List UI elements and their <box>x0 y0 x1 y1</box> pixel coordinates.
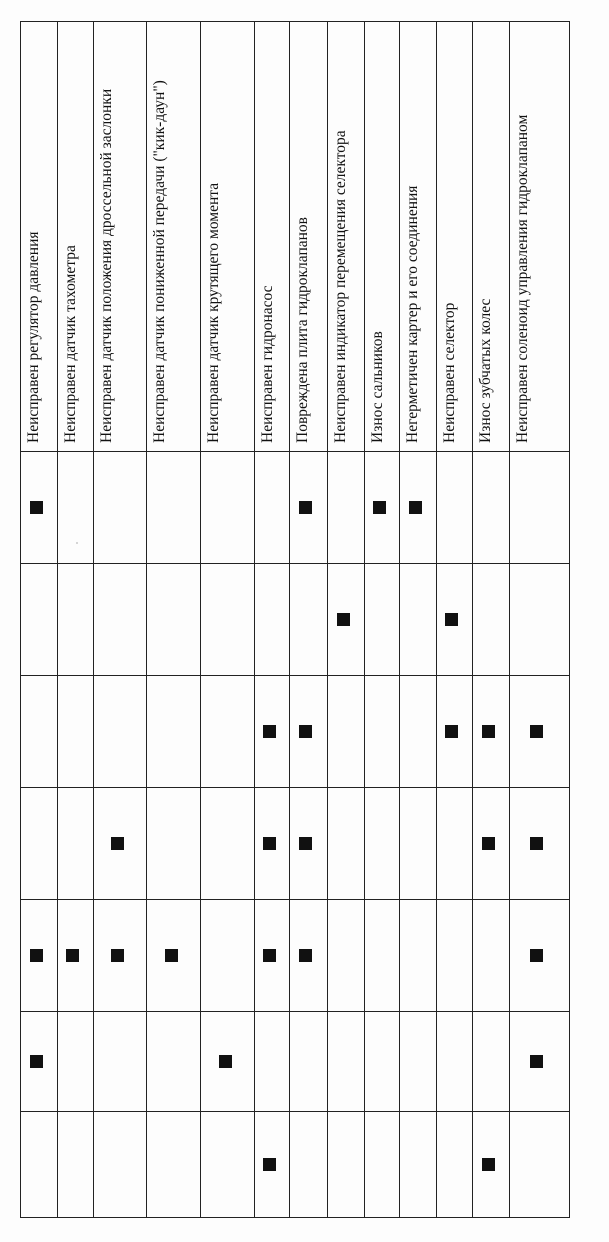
fault-label: Неисправен индикатор перемещения селектора <box>327 22 364 452</box>
fault-matrix-body <box>21 22 570 1218</box>
mark-cell <box>364 564 399 676</box>
table-row <box>255 22 290 1218</box>
fault-label: Повреждена плита гидроклапанов <box>290 22 327 452</box>
filled-square-marker <box>482 725 495 738</box>
table-row <box>147 22 201 1218</box>
filled-square-marker <box>299 725 312 738</box>
mark-cell <box>93 564 147 676</box>
mark-cell <box>437 1012 472 1112</box>
mark-cell <box>290 452 327 564</box>
mark-cell <box>255 452 290 564</box>
filled-square-marker <box>111 837 124 850</box>
mark-cell <box>327 1012 364 1112</box>
mark-cell <box>327 788 364 900</box>
filled-square-marker <box>30 501 43 514</box>
mark-cell <box>255 1112 290 1218</box>
mark-cell <box>147 900 201 1012</box>
table-row <box>437 22 472 1218</box>
fault-label: Неисправен соленоид управления гидроклапаном <box>509 22 569 452</box>
mark-cell <box>509 1012 569 1112</box>
scan-speck <box>76 542 78 544</box>
mark-cell <box>364 900 399 1012</box>
mark-cell <box>364 1112 399 1218</box>
fault-label: Неисправен регулятор давления <box>21 22 58 452</box>
mark-cell <box>509 1112 569 1218</box>
mark-cell <box>58 452 93 564</box>
filled-square-marker <box>337 613 350 626</box>
mark-cell <box>509 452 569 564</box>
filled-square-marker <box>530 1055 543 1068</box>
fault-label: Износ сальников <box>364 22 399 452</box>
mark-cell <box>437 564 472 676</box>
mark-cell <box>437 900 472 1012</box>
table-row <box>21 22 58 1218</box>
filled-square-marker <box>482 837 495 850</box>
mark-cell <box>147 676 201 788</box>
mark-cell <box>290 1112 327 1218</box>
filled-square-marker <box>482 1158 495 1171</box>
mark-cell <box>364 452 399 564</box>
mark-cell <box>58 676 93 788</box>
mark-cell <box>147 452 201 564</box>
mark-cell <box>255 564 290 676</box>
mark-cell <box>93 676 147 788</box>
filled-square-marker <box>30 1055 43 1068</box>
table-row <box>364 22 399 1218</box>
filled-square-marker <box>530 725 543 738</box>
mark-cell <box>147 1112 201 1218</box>
mark-cell <box>58 564 93 676</box>
mark-cell <box>201 900 255 1012</box>
table-row <box>290 22 327 1218</box>
mark-cell <box>201 676 255 788</box>
mark-cell <box>93 788 147 900</box>
filled-square-marker <box>299 501 312 514</box>
fault-label: Неисправен селектор <box>437 22 472 452</box>
mark-cell <box>437 676 472 788</box>
mark-cell <box>509 788 569 900</box>
mark-cell <box>400 452 437 564</box>
mark-cell <box>327 676 364 788</box>
mark-cell <box>400 676 437 788</box>
table-row <box>509 22 569 1218</box>
filled-square-marker <box>530 949 543 962</box>
mark-cell <box>255 1012 290 1112</box>
filled-square-marker <box>373 501 386 514</box>
mark-cell <box>201 1012 255 1112</box>
filled-square-marker <box>219 1055 232 1068</box>
mark-cell <box>201 1112 255 1218</box>
filled-square-marker <box>30 949 43 962</box>
mark-cell <box>290 900 327 1012</box>
mark-cell <box>255 676 290 788</box>
mark-cell <box>509 900 569 1012</box>
filled-square-marker <box>299 837 312 850</box>
mark-cell <box>290 564 327 676</box>
fault-label: Неисправен гидронасос <box>255 22 290 452</box>
mark-cell <box>147 564 201 676</box>
fault-label: Негерметичен картер и его соединения <box>400 22 437 452</box>
mark-cell <box>472 564 509 676</box>
filled-square-marker <box>409 501 422 514</box>
filled-square-marker <box>165 949 178 962</box>
mark-cell <box>21 1012 58 1112</box>
table-row <box>93 22 147 1218</box>
mark-cell <box>201 788 255 900</box>
filled-square-marker <box>111 949 124 962</box>
mark-cell <box>437 452 472 564</box>
mark-cell <box>472 1112 509 1218</box>
filled-square-marker <box>299 949 312 962</box>
filled-square-marker <box>445 613 458 626</box>
filled-square-marker <box>66 949 79 962</box>
mark-cell <box>93 1112 147 1218</box>
mark-cell <box>437 1112 472 1218</box>
mark-cell <box>21 564 58 676</box>
mark-cell <box>472 900 509 1012</box>
mark-cell <box>290 1012 327 1112</box>
filled-square-marker <box>263 837 276 850</box>
mark-cell <box>21 452 58 564</box>
mark-cell <box>93 1012 147 1112</box>
mark-cell <box>400 1012 437 1112</box>
mark-cell <box>437 788 472 900</box>
fault-label: Неисправен датчик пониженной передачи ("кик-даун") <box>147 22 201 452</box>
mark-cell <box>290 788 327 900</box>
mark-cell <box>93 452 147 564</box>
filled-square-marker <box>530 837 543 850</box>
mark-cell <box>21 676 58 788</box>
mark-cell <box>201 452 255 564</box>
mark-cell <box>21 788 58 900</box>
filled-square-marker <box>445 725 458 738</box>
mark-cell <box>509 564 569 676</box>
mark-cell <box>364 788 399 900</box>
mark-cell <box>364 676 399 788</box>
filled-square-marker <box>263 725 276 738</box>
mark-cell <box>147 1012 201 1112</box>
fault-label: Износ зубчатых колес <box>472 22 509 452</box>
mark-cell <box>327 1112 364 1218</box>
mark-cell <box>255 788 290 900</box>
mark-cell <box>472 452 509 564</box>
table-row <box>201 22 255 1218</box>
table-row <box>400 22 437 1218</box>
mark-cell <box>400 1112 437 1218</box>
mark-cell <box>58 900 93 1012</box>
fault-label: Неисправен датчик положения дроссельной заслонки <box>93 22 147 452</box>
mark-cell <box>58 788 93 900</box>
mark-cell <box>93 900 147 1012</box>
filled-square-marker <box>263 949 276 962</box>
mark-cell <box>472 676 509 788</box>
mark-cell <box>21 1112 58 1218</box>
fault-label: Неисправен датчик крутящего момента <box>201 22 255 452</box>
fault-matrix-table <box>20 21 570 1218</box>
mark-cell <box>472 788 509 900</box>
mark-cell <box>21 900 58 1012</box>
table-row <box>472 22 509 1218</box>
mark-cell <box>327 900 364 1012</box>
mark-cell <box>509 676 569 788</box>
mark-cell <box>400 788 437 900</box>
mark-cell <box>201 564 255 676</box>
mark-cell <box>290 676 327 788</box>
table-row <box>58 22 93 1218</box>
mark-cell <box>400 564 437 676</box>
table-row <box>327 22 364 1218</box>
mark-cell <box>327 564 364 676</box>
mark-cell <box>400 900 437 1012</box>
mark-cell <box>472 1012 509 1112</box>
mark-cell <box>58 1112 93 1218</box>
mark-cell <box>58 1012 93 1112</box>
mark-cell <box>327 452 364 564</box>
mark-cell <box>255 900 290 1012</box>
mark-cell <box>147 788 201 900</box>
fault-label: Неисправен датчик тахометра <box>58 22 93 452</box>
filled-square-marker <box>263 1158 276 1171</box>
mark-cell <box>364 1012 399 1112</box>
